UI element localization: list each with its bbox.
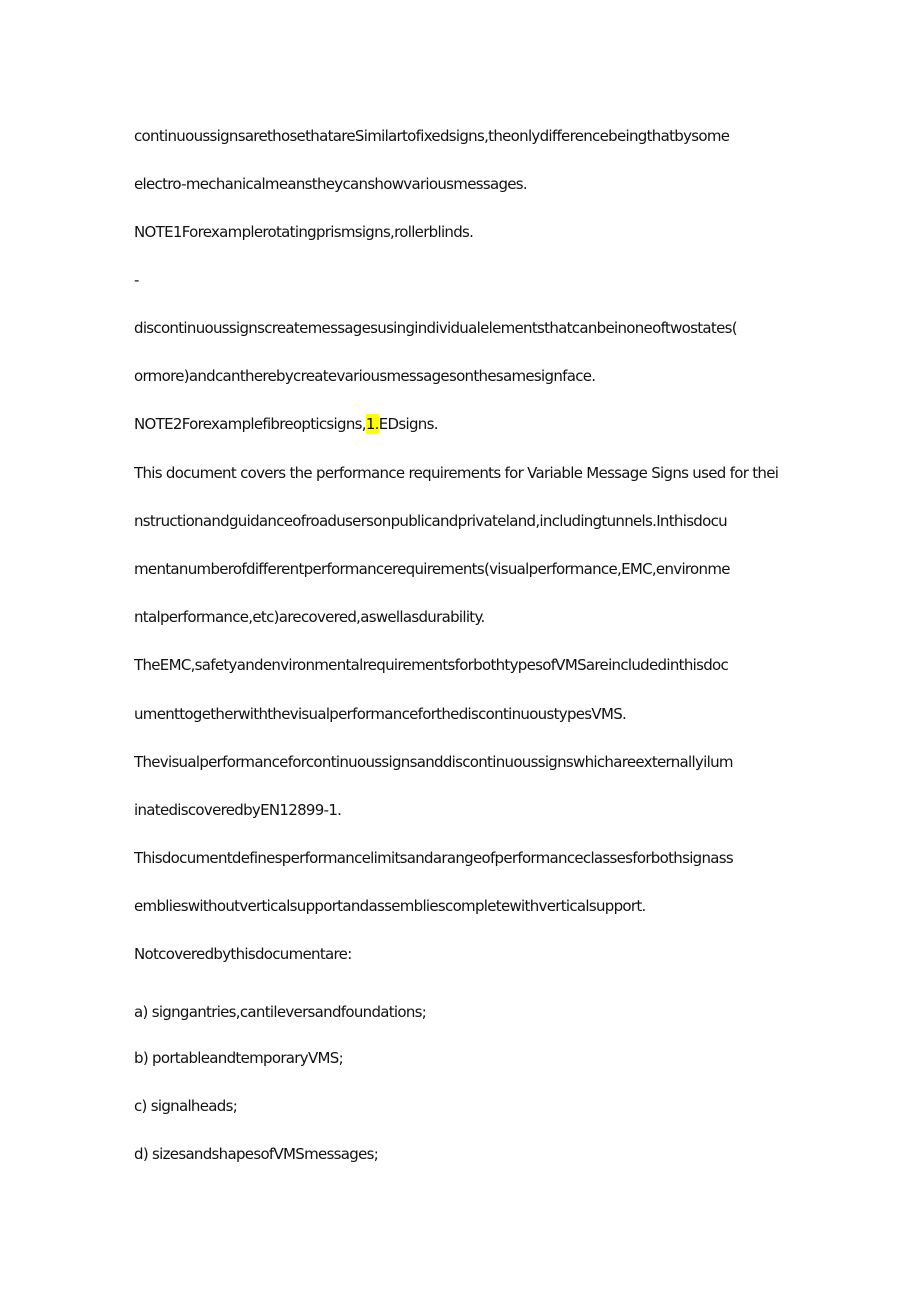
paragraph-line: continuoussignsarethosethatareSimilartofixedsigns,theonlydifferencebeingthatbysome [134, 127, 730, 145]
paragraph-line: umenttogetherwiththevisualperformanceforthediscontinuoustypesVMS. [134, 705, 627, 723]
paragraph-line: This document covers the performance requirements for Variable Message Signs used for thei [134, 464, 779, 482]
list-item: c) signalheads; [134, 1097, 238, 1115]
list-item: a) signgantries,cantileversandfoundations; [134, 1003, 427, 1021]
list-item: d) sizesandshapesofVMSmessages; [134, 1145, 379, 1163]
list-item: b) portableandtemporaryVMS; [134, 1049, 343, 1067]
paragraph-line: discontinuoussignscreatemessagesusingindividualelementsthatcanbeinoneoftwostates( [134, 319, 737, 337]
dash-line: - [134, 271, 139, 289]
paragraph-line: nstructionandguidanceofroadusersonpublicandprivateland,includingtunnels.Inthisdocu [134, 512, 727, 530]
paragraph-line: inatediscoveredbyEN12899-1. [134, 801, 342, 819]
paragraph-line: electro-mechanicalmeanstheycanshowvariousmessages. [134, 175, 527, 193]
paragraph-line: mentanumberofdifferentperformancerequirements(visualperformance,EMC,environme [134, 560, 730, 578]
note-line [134, 414, 794, 434]
note2-text: NOTE2Forexamplefibreopticsigns, [134, 415, 366, 433]
paragraph-line: Notcoveredbythisdocumentare: [134, 945, 352, 963]
paragraph-line: ntalperformance,etc)arecovered,aswellasdurability. [134, 608, 485, 626]
paragraph-line: Thisdocumentdefinesperformancelimitsandarangeofperformanceclassesforbothsignass [134, 849, 734, 867]
paragraph-line: ormore)andcantherebycreatevariousmessagesonthesamesignface. [134, 367, 596, 385]
paragraph-line: emblieswithoutverticalsupportandassembliescompletewithverticalsupport. [134, 897, 646, 915]
paragraph-line: TheEMC,safetyandenvironmentalrequirementsforbothtypesofVMSareincludedinthisdoc [134, 656, 729, 674]
note-line: NOTE1Forexamplerotatingprismsigns,rollerblinds. [134, 223, 474, 241]
note2-tail: EDsigns. [378, 415, 438, 433]
highlighted-text: 1. [366, 414, 379, 434]
paragraph-line: Thevisualperformanceforcontinuoussignsanddiscontinuoussignswhichareexternallyilum [134, 753, 733, 771]
